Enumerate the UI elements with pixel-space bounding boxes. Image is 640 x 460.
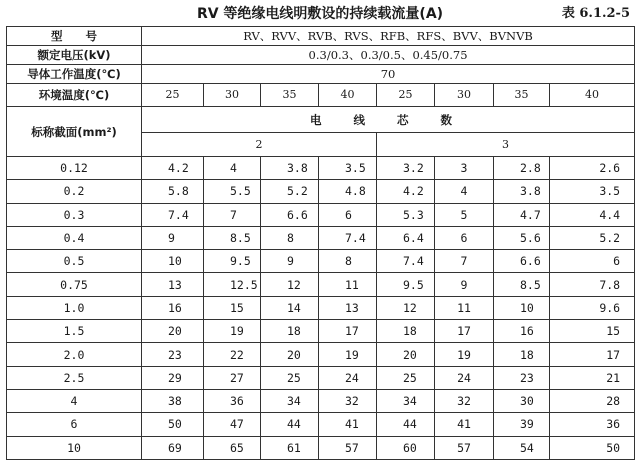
table-number: 表 6.1.2-5 [561, 6, 630, 21]
voltage-label: 额定电压(kV) [7, 46, 142, 65]
ampacity-cell: 17 [319, 320, 377, 343]
ambient-temp-cell: 35 [261, 84, 319, 107]
ampacity-cell: 17 [435, 320, 494, 343]
section-cell: 0.5 [7, 250, 142, 273]
ampacity-cell: 41 [435, 413, 494, 436]
ampacity-cell: 7 [204, 203, 261, 226]
table-row [7, 436, 635, 459]
ampacity-cell: 20 [142, 320, 204, 343]
ampacity-cell: 3.8 [261, 157, 319, 180]
ampacity-cell: 5 [435, 203, 494, 226]
conductor-temp-label: 导体工作温度(℃) [7, 65, 142, 84]
ampacity-cell: 20 [377, 343, 435, 366]
ampacity-cell: 3.8 [494, 180, 550, 203]
table-row [7, 273, 635, 296]
ampacity-cell: 10 [142, 250, 204, 273]
ampacity-cell: 21 [550, 366, 635, 389]
ampacity-cell: 19 [319, 343, 377, 366]
ampacity-cell: 23 [494, 366, 550, 389]
ampacity-cell: 18 [494, 343, 550, 366]
ampacity-cell: 3.5 [550, 180, 635, 203]
ampacity-cell: 6 [550, 250, 635, 273]
ampacity-cell: 9.5 [204, 250, 261, 273]
ampacity-cell: 25 [261, 366, 319, 389]
ampacity-cell: 41 [319, 413, 377, 436]
ampacity-cell: 9 [142, 226, 204, 249]
section-cell: 2.5 [7, 366, 142, 389]
ampacity-cell: 6.6 [261, 203, 319, 226]
table-caption [0, 4, 640, 24]
ampacity-cell: 5.6 [494, 226, 550, 249]
table-row [7, 180, 635, 203]
ampacity-cell: 9 [435, 273, 494, 296]
model-value: RV、RVV、RVB、RVS、RFB、RFS、BVV、BVNVB [142, 27, 635, 46]
ampacity-cell: 11 [319, 273, 377, 296]
ampacity-cell: 69 [142, 436, 204, 459]
section-cell: 0.75 [7, 273, 142, 296]
section-cell: 0.4 [7, 226, 142, 249]
ampacity-cell: 5.5 [204, 180, 261, 203]
ampacity-cell: 7 [435, 250, 494, 273]
ampacity-cell: 24 [319, 366, 377, 389]
table-row [7, 250, 635, 273]
section-cell: 0.3 [7, 203, 142, 226]
ambient-temp-cell: 40 [550, 84, 635, 107]
ampacity-cell: 23 [142, 343, 204, 366]
ampacity-cell: 6.6 [494, 250, 550, 273]
ampacity-cell: 57 [319, 436, 377, 459]
ampacity-cell: 25 [377, 366, 435, 389]
ambient-temp-cell: 25 [377, 84, 435, 107]
cores-label [142, 107, 635, 133]
table-row [7, 203, 635, 226]
ampacity-cell: 15 [550, 320, 635, 343]
ampacity-cell: 65 [204, 436, 261, 459]
ampacity-cell: 22 [204, 343, 261, 366]
ampacity-cell: 32 [435, 389, 494, 412]
table-row [7, 157, 635, 180]
ambient-temp-cell: 25 [142, 84, 204, 107]
ampacity-cell: 16 [494, 320, 550, 343]
ampacity-cell: 11 [435, 296, 494, 319]
model-row [7, 27, 635, 46]
ampacity-cell: 4.4 [550, 203, 635, 226]
ampacity-cell: 4 [435, 180, 494, 203]
conductor-temp-value: 70 [142, 65, 635, 84]
ampacity-cell: 30 [494, 389, 550, 412]
ampacity-cell: 38 [142, 389, 204, 412]
ampacity-cell: 2.8 [494, 157, 550, 180]
ampacity-cell: 36 [550, 413, 635, 436]
ampacity-cell: 4.2 [142, 157, 204, 180]
ampacity-cell: 20 [261, 343, 319, 366]
data-rows [7, 157, 635, 460]
ampacity-cell: 39 [494, 413, 550, 436]
ampacity-cell: 5.2 [550, 226, 635, 249]
section-cell: 0.2 [7, 180, 142, 203]
cores-label-text: 电 线 芯 数 [310, 112, 467, 127]
ambient-temp-cell: 40 [319, 84, 377, 107]
ampacity-cell: 19 [435, 343, 494, 366]
table-title: RV 等绝缘电线明敷设的持续载流量(A) [196, 6, 444, 22]
ampacity-cell: 4.7 [494, 203, 550, 226]
ampacity-cell: 24 [435, 366, 494, 389]
ampacity-cell: 18 [261, 320, 319, 343]
ampacity-cell: 12 [377, 296, 435, 319]
ampacity-cell: 60 [377, 436, 435, 459]
voltage-value: 0.3/0.3、0.3/0.5、0.45/0.75 [142, 46, 635, 65]
ampacity-cell: 27 [204, 366, 261, 389]
ampacity-table [6, 26, 635, 460]
ampacity-cell: 54 [494, 436, 550, 459]
ampacity-cell: 4 [204, 157, 261, 180]
ampacity-cell: 17 [550, 343, 635, 366]
table-body [7, 27, 635, 157]
ampacity-cell: 50 [550, 436, 635, 459]
ampacity-cell: 18 [377, 320, 435, 343]
ambient-temp-cell: 30 [204, 84, 261, 107]
ampacity-cell: 6 [435, 226, 494, 249]
ampacity-cell: 9.6 [550, 296, 635, 319]
table-row [7, 226, 635, 249]
ampacity-cell: 3.5 [319, 157, 377, 180]
ampacity-cell: 14 [261, 296, 319, 319]
ampacity-cell: 9 [261, 250, 319, 273]
ampacity-cell: 13 [142, 273, 204, 296]
ambient-temp-cell: 35 [494, 84, 550, 107]
ampacity-cell: 6.4 [377, 226, 435, 249]
ampacity-cell: 61 [261, 436, 319, 459]
section-cell: 10 [7, 436, 142, 459]
ampacity-cell: 15 [204, 296, 261, 319]
ampacity-cell: 5.3 [377, 203, 435, 226]
ampacity-cell: 7.4 [142, 203, 204, 226]
section-label: 标称截面(mm²) [7, 107, 142, 157]
ampacity-cell: 19 [204, 320, 261, 343]
ampacity-cell: 8.5 [494, 273, 550, 296]
ampacity-cell: 7.4 [319, 226, 377, 249]
ampacity-cell: 5.2 [261, 180, 319, 203]
ampacity-cell: 16 [142, 296, 204, 319]
section-cell: 4 [7, 389, 142, 412]
table-row [7, 320, 635, 343]
ampacity-cell: 12 [261, 273, 319, 296]
ampacity-cell: 7.8 [550, 273, 635, 296]
table-row [7, 366, 635, 389]
ampacity-cell: 4.8 [319, 180, 377, 203]
conductor-temp-row [7, 65, 635, 84]
section-cell: 6 [7, 413, 142, 436]
ampacity-cell: 8 [261, 226, 319, 249]
ampacity-cell: 50 [142, 413, 204, 436]
ambient-temp-row [7, 84, 635, 107]
section-cell: 1.0 [7, 296, 142, 319]
ampacity-cell: 6 [319, 203, 377, 226]
ampacity-cell: 3.2 [377, 157, 435, 180]
ampacity-cell: 7.4 [377, 250, 435, 273]
ampacity-cell: 36 [204, 389, 261, 412]
ampacity-cell: 44 [261, 413, 319, 436]
ampacity-cell: 28 [550, 389, 635, 412]
ampacity-cell: 32 [319, 389, 377, 412]
ampacity-cell: 4.2 [377, 180, 435, 203]
ampacity-cell: 5.8 [142, 180, 204, 203]
section-cell: 2.0 [7, 343, 142, 366]
ampacity-cell: 12.5 [204, 273, 261, 296]
table-row [7, 413, 635, 436]
ampacity-cell: 2.6 [550, 157, 635, 180]
table-row [7, 343, 635, 366]
table-row [7, 389, 635, 412]
voltage-row [7, 46, 635, 65]
ampacity-cell: 9.5 [377, 273, 435, 296]
ampacity-cell: 34 [261, 389, 319, 412]
ambient-temp-label: 环境温度(℃) [7, 84, 142, 107]
ampacity-cell: 34 [377, 389, 435, 412]
ampacity-cell: 44 [377, 413, 435, 436]
section-cell: 1.5 [7, 320, 142, 343]
cores-header-row [7, 107, 635, 133]
ambient-temp-cell: 30 [435, 84, 494, 107]
ampacity-cell: 13 [319, 296, 377, 319]
core-group-3: 3 [377, 133, 635, 157]
ampacity-cell: 57 [435, 436, 494, 459]
ampacity-cell: 3 [435, 157, 494, 180]
core-group-2: 2 [142, 133, 377, 157]
ampacity-cell: 8.5 [204, 226, 261, 249]
section-cell: 0.12 [7, 157, 142, 180]
model-label: 型 号 [7, 27, 142, 46]
ampacity-cell: 29 [142, 366, 204, 389]
ampacity-cell: 47 [204, 413, 261, 436]
ampacity-cell: 8 [319, 250, 377, 273]
ampacity-cell: 10 [494, 296, 550, 319]
table-row [7, 296, 635, 319]
